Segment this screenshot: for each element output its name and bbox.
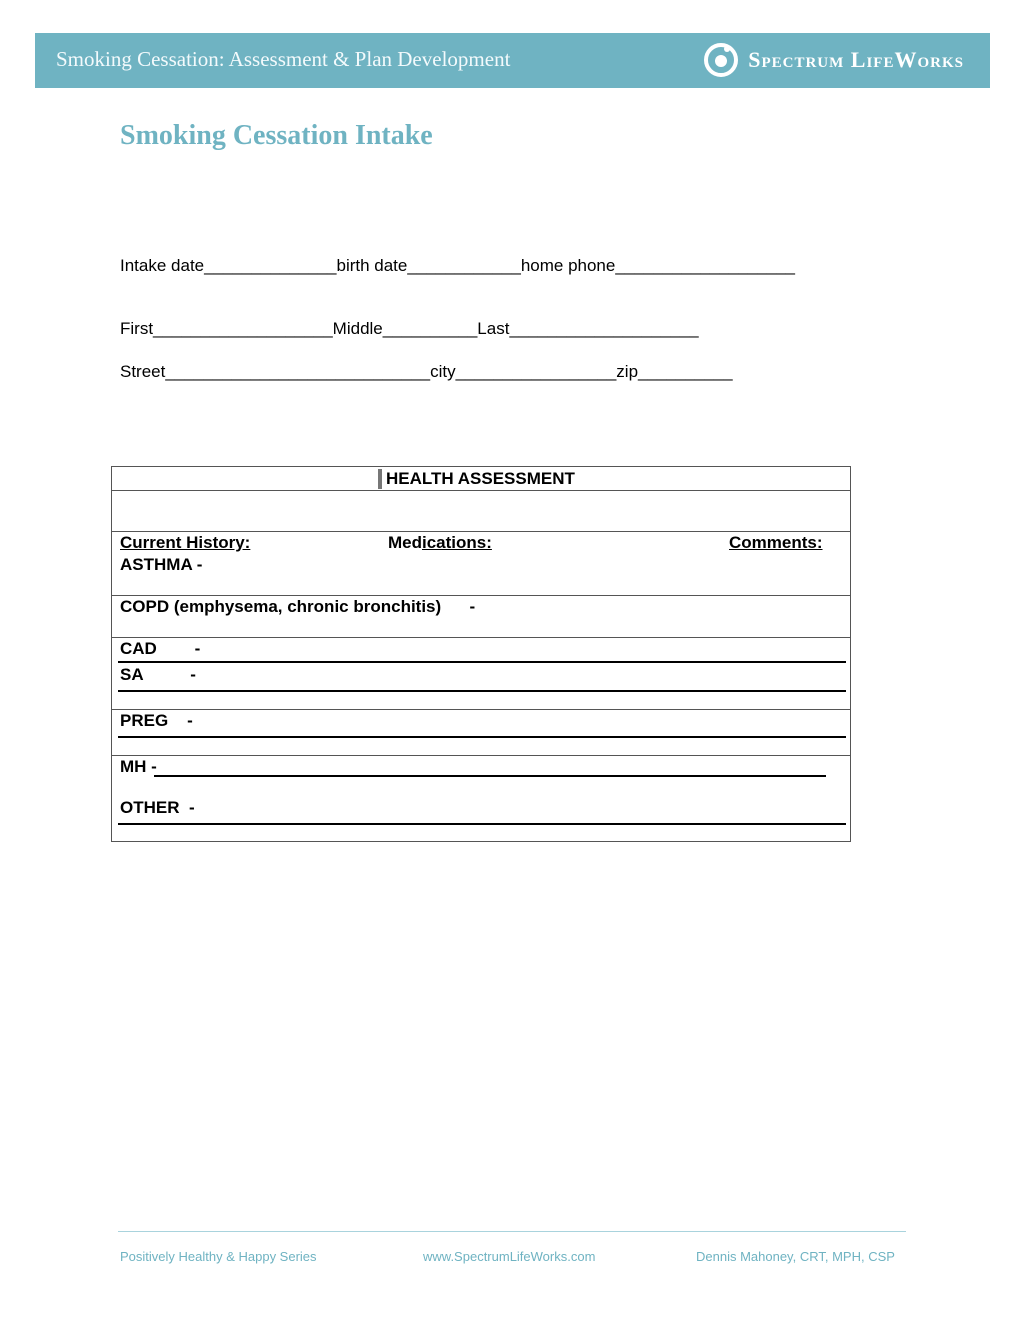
other-row[interactable]: OTHER - xyxy=(120,798,195,817)
mh-answer-line xyxy=(154,775,826,777)
address-line[interactable]: Street____________________________city_________________zip__________ xyxy=(120,362,733,381)
divider xyxy=(112,595,850,596)
copd-row[interactable]: COPD (emphysema, chronic bronchitis) - xyxy=(120,597,476,616)
current-history-header: Current History: xyxy=(120,533,251,552)
other-answer-line xyxy=(118,823,846,825)
footer-website[interactable]: www.SpectrumLifeWorks.com xyxy=(423,1249,596,1264)
header-banner xyxy=(35,33,990,88)
footer-author: Dennis Mahoney, CRT, MPH, CSP xyxy=(696,1249,895,1264)
medications-header-prefix: Med xyxy=(388,533,422,552)
footer-divider xyxy=(118,1231,906,1232)
medications-header-suffix: ications: xyxy=(422,533,492,552)
cad-answer-line xyxy=(118,661,846,663)
asthma-row[interactable]: ASTHMA - xyxy=(120,555,203,574)
preg-answer-line xyxy=(118,736,846,738)
banner-title: Smoking Cessation: Assessment & Plan Development xyxy=(56,47,511,71)
medications-header xyxy=(388,533,492,553)
divider xyxy=(112,490,850,491)
health-assessment-title: HEALTH ASSESSMENT xyxy=(378,469,575,489)
name-line[interactable]: First___________________Middle__________Last____________________ xyxy=(120,319,699,338)
divider xyxy=(112,709,850,710)
cad-row[interactable]: CAD - xyxy=(120,639,201,658)
page-title: Smoking Cessation Intake xyxy=(120,120,433,151)
comments-header: Comments: xyxy=(729,533,823,552)
sa-row[interactable]: SA - xyxy=(120,665,196,684)
divider xyxy=(112,755,850,756)
footer-series: Positively Healthy & Happy Series xyxy=(120,1249,317,1264)
spectrum-lifeworks-logo xyxy=(702,40,964,80)
mh-row[interactable]: MH - xyxy=(120,757,157,776)
logo-text: Spectrum LifeWorks xyxy=(748,47,964,72)
logo-circle-icon xyxy=(702,40,740,80)
divider xyxy=(112,637,850,638)
divider xyxy=(112,531,850,532)
sa-answer-line xyxy=(118,690,846,692)
intake-date-birth-phone-line[interactable]: Intake date______________birth date____________home phone___________________ xyxy=(120,256,795,275)
health-assessment-table xyxy=(111,466,851,842)
preg-row[interactable]: PREG - xyxy=(120,711,193,730)
